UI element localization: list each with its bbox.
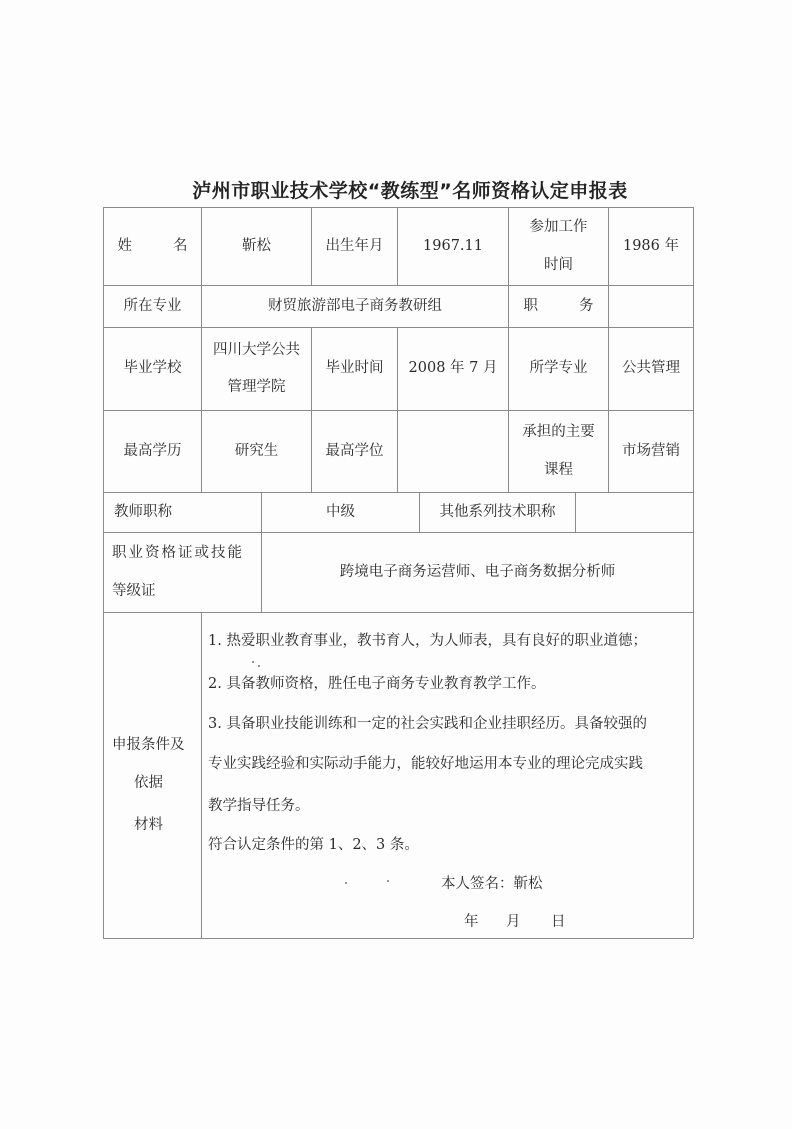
position-label-char: 务 — [579, 297, 594, 314]
criteria-line: 3. 具备职业技能训练和一定的社会实践和企业挂职经历。具备较强的 — [208, 716, 647, 732]
criteria-line: 2. 具备教师资格，胜任电子商务专业教育教学工作。 — [208, 676, 546, 692]
position-label — [509, 286, 608, 327]
criteria-label-line: 材料 — [134, 817, 163, 833]
school-label: 毕业学校 — [123, 360, 182, 377]
major-value: 财贸旅游部电子商务教研组 — [268, 297, 442, 314]
degree-label: 最高学位 — [325, 442, 384, 459]
criteria-line: 符合认定条件的第 1、2、3 条。 — [208, 837, 419, 853]
courses-label — [509, 411, 608, 492]
form-title: 泸州市职业技术学校“教练型”名师资格认定申报表 — [192, 180, 628, 202]
studied-major-value: 公共管理 — [622, 360, 680, 377]
label-line: 时间 — [544, 256, 573, 273]
teacher-title-label: 教师职称 — [114, 503, 172, 520]
studied-major-label: 所学专业 — [529, 360, 588, 377]
grad-time-label: 毕业时间 — [325, 360, 384, 377]
criteria-line: 专业实践经验和实际动手能力，能较好地运用本专业的理论完成实践 — [208, 756, 643, 772]
position-label-char: 职 — [523, 297, 538, 314]
grid-line — [103, 612, 693, 613]
signature-line: 本人签名：靳松 — [441, 876, 543, 892]
school-value — [202, 328, 311, 410]
grid-line — [693, 207, 694, 938]
name-label-char: 姓 — [117, 237, 132, 254]
major-label: 所在专业 — [123, 297, 182, 314]
work-start-value: 1986 年 — [622, 237, 679, 254]
criteria-label-line: 申报条件及 — [112, 737, 185, 753]
other-title-label: 其他系列技术职称 — [439, 503, 556, 520]
scan-speck — [252, 661, 254, 663]
teacher-title-value: 中级 — [326, 503, 355, 520]
grad-time-value: 2008 年 7 月 — [408, 360, 498, 377]
name-label — [104, 208, 201, 285]
certificate-label — [104, 533, 261, 612]
value-line: 四川大学公共 — [213, 341, 300, 358]
scan-speck — [387, 880, 389, 882]
value-line: 管理学院 — [227, 379, 286, 395]
grid-line — [103, 938, 693, 939]
date-day-label: 日 — [551, 914, 566, 930]
grid-line — [201, 612, 202, 938]
scan-speck — [258, 665, 260, 667]
position-value — [609, 286, 693, 327]
name-label-char: 名 — [173, 237, 188, 254]
birth-value: 1967.11 — [423, 237, 483, 254]
criteria-label-line: 依据 — [134, 775, 163, 791]
label-line: 承担的主要 — [522, 424, 595, 441]
certificate-value: 跨境电子商务运营师、电子商务数据分析师 — [339, 563, 616, 580]
birth-label: 出生年月 — [325, 237, 384, 254]
criteria-line: 教学指导任务。 — [208, 798, 310, 814]
date-year-label: 年 — [464, 914, 479, 930]
scan-speck — [345, 882, 347, 884]
name-value: 靳松 — [242, 237, 271, 254]
label-line: 等级证 — [112, 582, 156, 599]
work-start-label — [509, 208, 608, 285]
other-title-value — [576, 493, 693, 532]
label-line: 职业资格证或技能 — [112, 545, 244, 562]
label-line: 课程 — [544, 461, 573, 478]
education-value: 研究生 — [234, 442, 279, 459]
label-line: 参加工作 — [529, 219, 588, 236]
education-label: 最高学历 — [123, 442, 182, 459]
criteria-line: 1. 热爱职业教育事业，教书育人，为人师表，具有良好的职业道德； — [208, 633, 647, 649]
courses-value: 市场营销 — [622, 442, 680, 459]
date-month-label: 月 — [506, 914, 521, 930]
degree-value — [398, 411, 508, 492]
